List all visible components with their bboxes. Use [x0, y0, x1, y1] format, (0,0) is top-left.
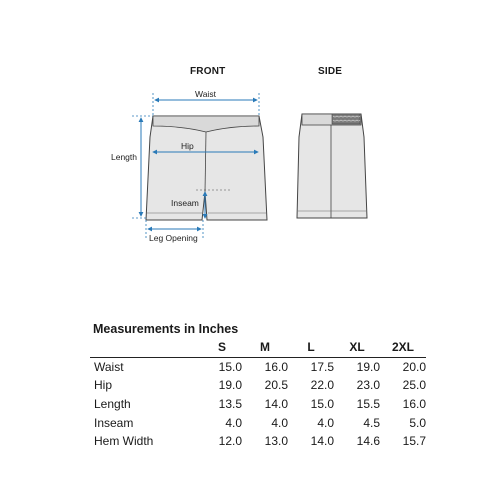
table-cell: 16.0 [402, 397, 426, 412]
table-cell: 4.0 [271, 415, 288, 430]
inseam-label: Inseam [171, 198, 199, 208]
table-cell: 4.0 [317, 415, 334, 430]
row-label: Inseam [94, 415, 134, 430]
table-cell: 15.0 [218, 359, 242, 374]
front-view-label: FRONT [190, 66, 226, 77]
table-cell: 16.0 [264, 359, 288, 374]
column-header-l: L [288, 338, 334, 357]
column-header-xl: XL [334, 338, 380, 357]
side-shorts-body [297, 114, 367, 218]
hip-label: Hip [181, 141, 194, 151]
length-label: Length [111, 152, 137, 162]
table-cell: 13.5 [218, 397, 242, 412]
table-cell: 5.0 [409, 415, 426, 430]
table-row [90, 395, 426, 414]
table-cell: 12.0 [218, 434, 242, 449]
table-cell: 14.0 [264, 397, 288, 412]
table-cell: 20.0 [402, 359, 426, 374]
table-cell: 19.0 [356, 359, 380, 374]
side-view-label: SIDE [318, 66, 343, 77]
row-label: Hip [94, 378, 113, 393]
column-header [90, 338, 202, 357]
table-row [90, 357, 426, 376]
table-row [90, 432, 426, 451]
table-cell: 15.5 [356, 397, 380, 412]
table-cell: 19.0 [218, 378, 242, 393]
column-header-2xl: 2XL [380, 338, 426, 357]
table-header-row [90, 338, 426, 357]
front-shorts [146, 116, 267, 220]
waist-label: Waist [195, 89, 216, 99]
row-label: Waist [94, 359, 124, 374]
column-header-m: M [242, 338, 288, 357]
row-label: Hem Width [94, 434, 154, 449]
column-header-s: S [202, 338, 242, 357]
table-title: Measurements in Inches [93, 322, 239, 336]
side-shorts [297, 114, 367, 218]
table-row [90, 413, 426, 432]
table-cell: 13.0 [264, 434, 288, 449]
row-label: Length [94, 397, 131, 412]
table-cell: 14.6 [356, 434, 380, 449]
table-cell: 23.0 [356, 378, 380, 393]
table-cell: 25.0 [402, 378, 426, 393]
table-cell: 20.5 [264, 378, 288, 393]
table-cell: 4.5 [363, 415, 380, 430]
measurement-table [90, 338, 426, 451]
table-row [90, 376, 426, 395]
table-cell: 22.0 [310, 378, 334, 393]
table-cell: 15.0 [310, 397, 334, 412]
table-cell: 4.0 [225, 415, 242, 430]
table-cell: 14.0 [310, 434, 334, 449]
table-cell: 17.5 [310, 359, 334, 374]
table-cell: 15.7 [402, 434, 426, 449]
side-waistband-elastic [332, 114, 360, 124]
leg-opening-label: Leg Opening [149, 233, 198, 243]
